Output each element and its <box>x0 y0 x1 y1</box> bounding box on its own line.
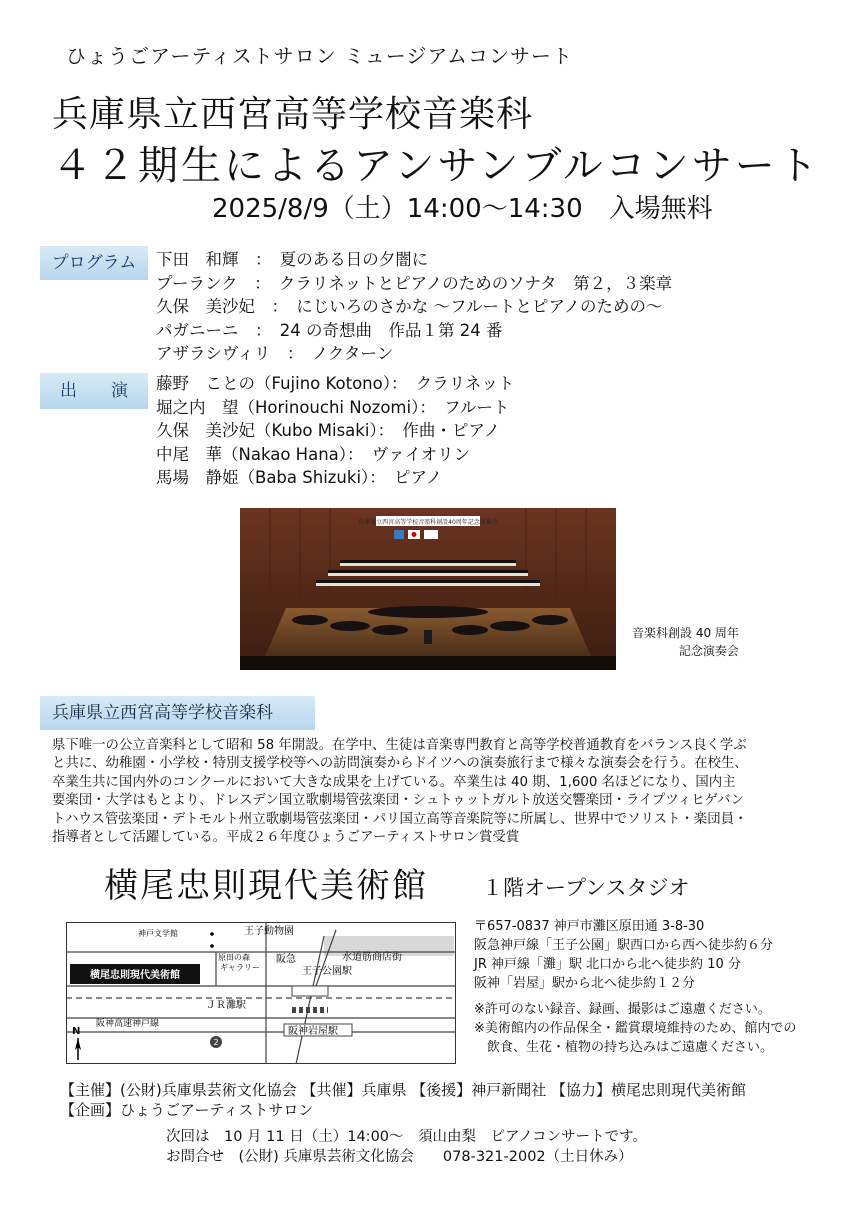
note-line: 飲食、生花・植物の持ち込みはご遠慮ください。 <box>474 1040 774 1055</box>
next-concert: 次回は 10 月 11 日（土）14:00～ 須山由梨 ピアノコンサートです。 <box>166 1129 647 1145</box>
map-label-jr-nada: ＪＲ灘駅 <box>206 1000 246 1011</box>
program-item: 下田 和輝 ： 夏のある日の夕闇に <box>156 250 429 269</box>
venue-notes <box>474 1000 796 1057</box>
description-line: 指導者として活躍している。平成２６年度ひょうごアーティストサロン賞受賞 <box>52 830 520 846</box>
venue-name: 横尾忠則現代美術館 <box>104 866 428 906</box>
description-line: 要楽団・大学はもとより、ドレスデン国立歌劇場管弦楽団・シュトゥットガルト放送交響楽団・ライプツィヒゲバン <box>52 793 744 809</box>
school-heading: 兵庫県立西宮高等学校音楽科 <box>40 696 315 730</box>
concert-photo <box>240 508 616 670</box>
performer-item: 馬場 静姫（Baba Shizuki）： ピアノ <box>156 468 443 487</box>
program-list <box>156 248 672 366</box>
performer-item: 藤野 ことの（Fujino Kotono）： クラリネット <box>156 374 515 393</box>
note-line: ※美術館内の作品保全・鑑賞環境維持のため、館内での <box>474 1021 797 1036</box>
performer-item: 久保 美沙妃（Kubo Misaki）： 作曲・ピアノ <box>156 421 501 440</box>
map-label-gallery: ギャラリー <box>220 963 260 972</box>
program-label: プログラム <box>40 246 148 280</box>
performer-item: 中尾 華（Nakao Hana）： ヴァイオリン <box>156 444 471 464</box>
venue-access <box>474 917 773 993</box>
title-line-1: 兵庫県立西宮高等学校音楽科 <box>52 94 534 135</box>
map-label-bungakukan: 神戸文学館 <box>138 929 178 938</box>
access-map <box>66 922 456 1064</box>
description-line: トハウス管弦楽団・デトモルト州立歌劇場管弦楽団・パリ国立高等音楽院等に所属し、世界中でソリスト・楽団員・ <box>52 811 748 827</box>
map-label-oji-station: 王子公園駅 <box>302 966 352 977</box>
venue-studio: １階オープンスタジオ <box>482 876 690 900</box>
map-label-hankyu: 阪急 <box>276 954 296 965</box>
map-label-museum: 横尾忠則現代美術館 <box>90 970 180 981</box>
photo-banner: 兵庫県立西宮高等学校音楽科創設40周年記念演奏会 <box>358 519 498 526</box>
photo-caption <box>632 624 739 660</box>
map-label-shopping: 水道筋商店街 <box>342 952 402 963</box>
map-label-harada: 原田の森 <box>218 953 250 962</box>
footer-info <box>166 1127 647 1167</box>
map-north-label: N <box>72 1026 81 1037</box>
note-line: ※許可のない録音、録画、撮影はご遠慮ください。 <box>474 1002 771 1017</box>
access-line: 阪急神戸線「王子公園」駅西口から西へ徒歩約６分 <box>474 938 774 953</box>
caption-line: 記念演奏会 <box>678 644 739 658</box>
access-line: 阪神「岩屋」駅から北へ徒歩約１２分 <box>474 976 696 991</box>
description-line: 卒業生共に国内外のコンクールにおいて大きな成果を上げている。卒業生は 40 期、1,600 名ほどになり、国内主 <box>52 774 736 790</box>
program-item: プーランク ： クラリネットとピアノのためのソナタ 第２，３楽章 <box>156 273 673 293</box>
performer-item: 堀之内 望（Horinouchi Nozomi）： フルート <box>156 397 510 417</box>
organizers-line: 【主催】(公財)兵庫県芸術文化協会 【共催】兵庫県 【後援】神戸新聞社 【協力】横尾忠則現代美術館 <box>60 1081 747 1099</box>
performers-label: 出 演 <box>40 373 148 409</box>
title-line-2: ４２期生によるアンサンブルコンサート <box>52 143 821 189</box>
program-item: 久保 美沙妃 ： にじいろのさかな ～フルートとピアノのための～ <box>156 297 663 316</box>
program-item: アザラシヴィリ ： ノクターン <box>156 344 394 363</box>
map-label-hanshin-iwaya: 阪神岩屋駅 <box>288 1026 338 1037</box>
school-description <box>52 737 812 847</box>
organizers-line: 【企画】ひょうごアーティストサロン <box>60 1101 314 1119</box>
series-title: ひょうごアーティストサロン ミュージアムコンサート <box>66 44 573 68</box>
event-datetime: 2025/8/9（土）14:00～14:30 入場無料 <box>212 194 713 224</box>
description-line: 県下唯一の公立音楽科として昭和 58 年開設。在学中、生徒は音楽専門教育と高等学校普通教育をバランス良く学ぶ <box>52 738 747 753</box>
map-label-hanshin-route: 阪神高速神戸線 <box>96 1019 160 1029</box>
map-label-zoo: 王子動物園 <box>244 926 294 937</box>
contact-info: お問合せ (公財) 兵庫県芸術文化協会 078-321-2002（土日休み） <box>166 1149 633 1165</box>
map-label-route2: 2 <box>213 1038 219 1047</box>
description-line: と共に、幼稚園・小学校・特別支援学校等への訪問演奏からドイツへの演奏旅行まで様々な演奏会を行う。在校生、 <box>52 756 748 772</box>
program-item: パガニーニ ： 24 の奇想曲 作品１第 24 番 <box>156 320 503 340</box>
access-line: JR 神戸線「灘」駅 北口から北へ徒歩約 10 分 <box>474 957 741 972</box>
access-line: 〒657-0837 神戸市灘区原田通 3-8-30 <box>474 919 705 934</box>
organizers <box>60 1080 746 1120</box>
caption-line: 音楽科創設 40 周年 <box>632 626 739 640</box>
performers-list <box>156 372 514 490</box>
